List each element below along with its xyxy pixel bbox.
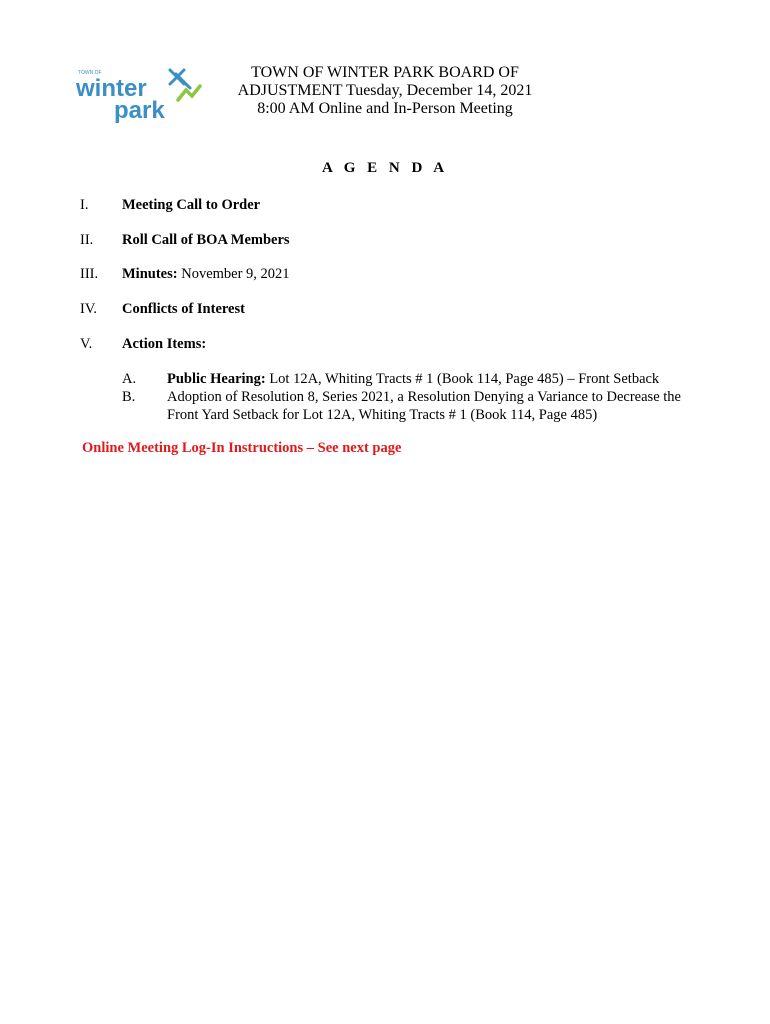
action-item-detail: Adoption of Resolution 8, Series 2021, a Resolution Denying a Variance to Decrease the Front Yard Setback for Lot 12A, Whiting Tracts # 1 (Book 114, Page 485) — [167, 389, 681, 423]
logo-word-park: park — [114, 97, 165, 124]
action-item-label: Public Hearing: — [167, 371, 266, 387]
item-number: I. — [80, 197, 89, 213]
item-label: Action Items: — [122, 336, 207, 352]
header-board: BOARD OF ADJUSTMENT — [237, 64, 519, 99]
item-label: Conflicts of Interest — [122, 301, 245, 317]
login-instructions-note: Online Meeting Log-In Instructions – See next page — [82, 440, 402, 456]
header-meeting-type: Online and In-Person Meeting — [318, 100, 513, 117]
action-item-detail: Lot 12A, Whiting Tracts # 1 (Book 114, Page 485) – Front Setback — [265, 371, 660, 387]
item-label: Roll Call of BOA Members — [122, 232, 290, 248]
header — [235, 64, 535, 118]
agenda-title: A G E N D A — [321, 160, 449, 176]
town-logo — [74, 64, 204, 124]
item-label: Meeting Call to Order — [122, 197, 261, 213]
logo-top-text: TOWN OF — [78, 70, 102, 76]
item-number: IV. — [80, 301, 98, 317]
item-number: III. — [80, 266, 99, 282]
logo-ski-mark-icon — [170, 70, 200, 100]
item-detail: November 9, 2021 — [177, 266, 290, 282]
item-label: Minutes: — [122, 266, 178, 282]
action-item-letter: A. — [122, 371, 137, 387]
item-number: II. — [80, 232, 94, 248]
action-item-letter: B. — [122, 389, 136, 405]
logo-word-winter: winter — [76, 75, 147, 102]
header-date: Tuesday, December 14, 2021 8:00 AM — [257, 82, 533, 117]
header-town: TOWN OF WINTER PARK — [251, 64, 435, 81]
item-number: V. — [80, 336, 93, 352]
